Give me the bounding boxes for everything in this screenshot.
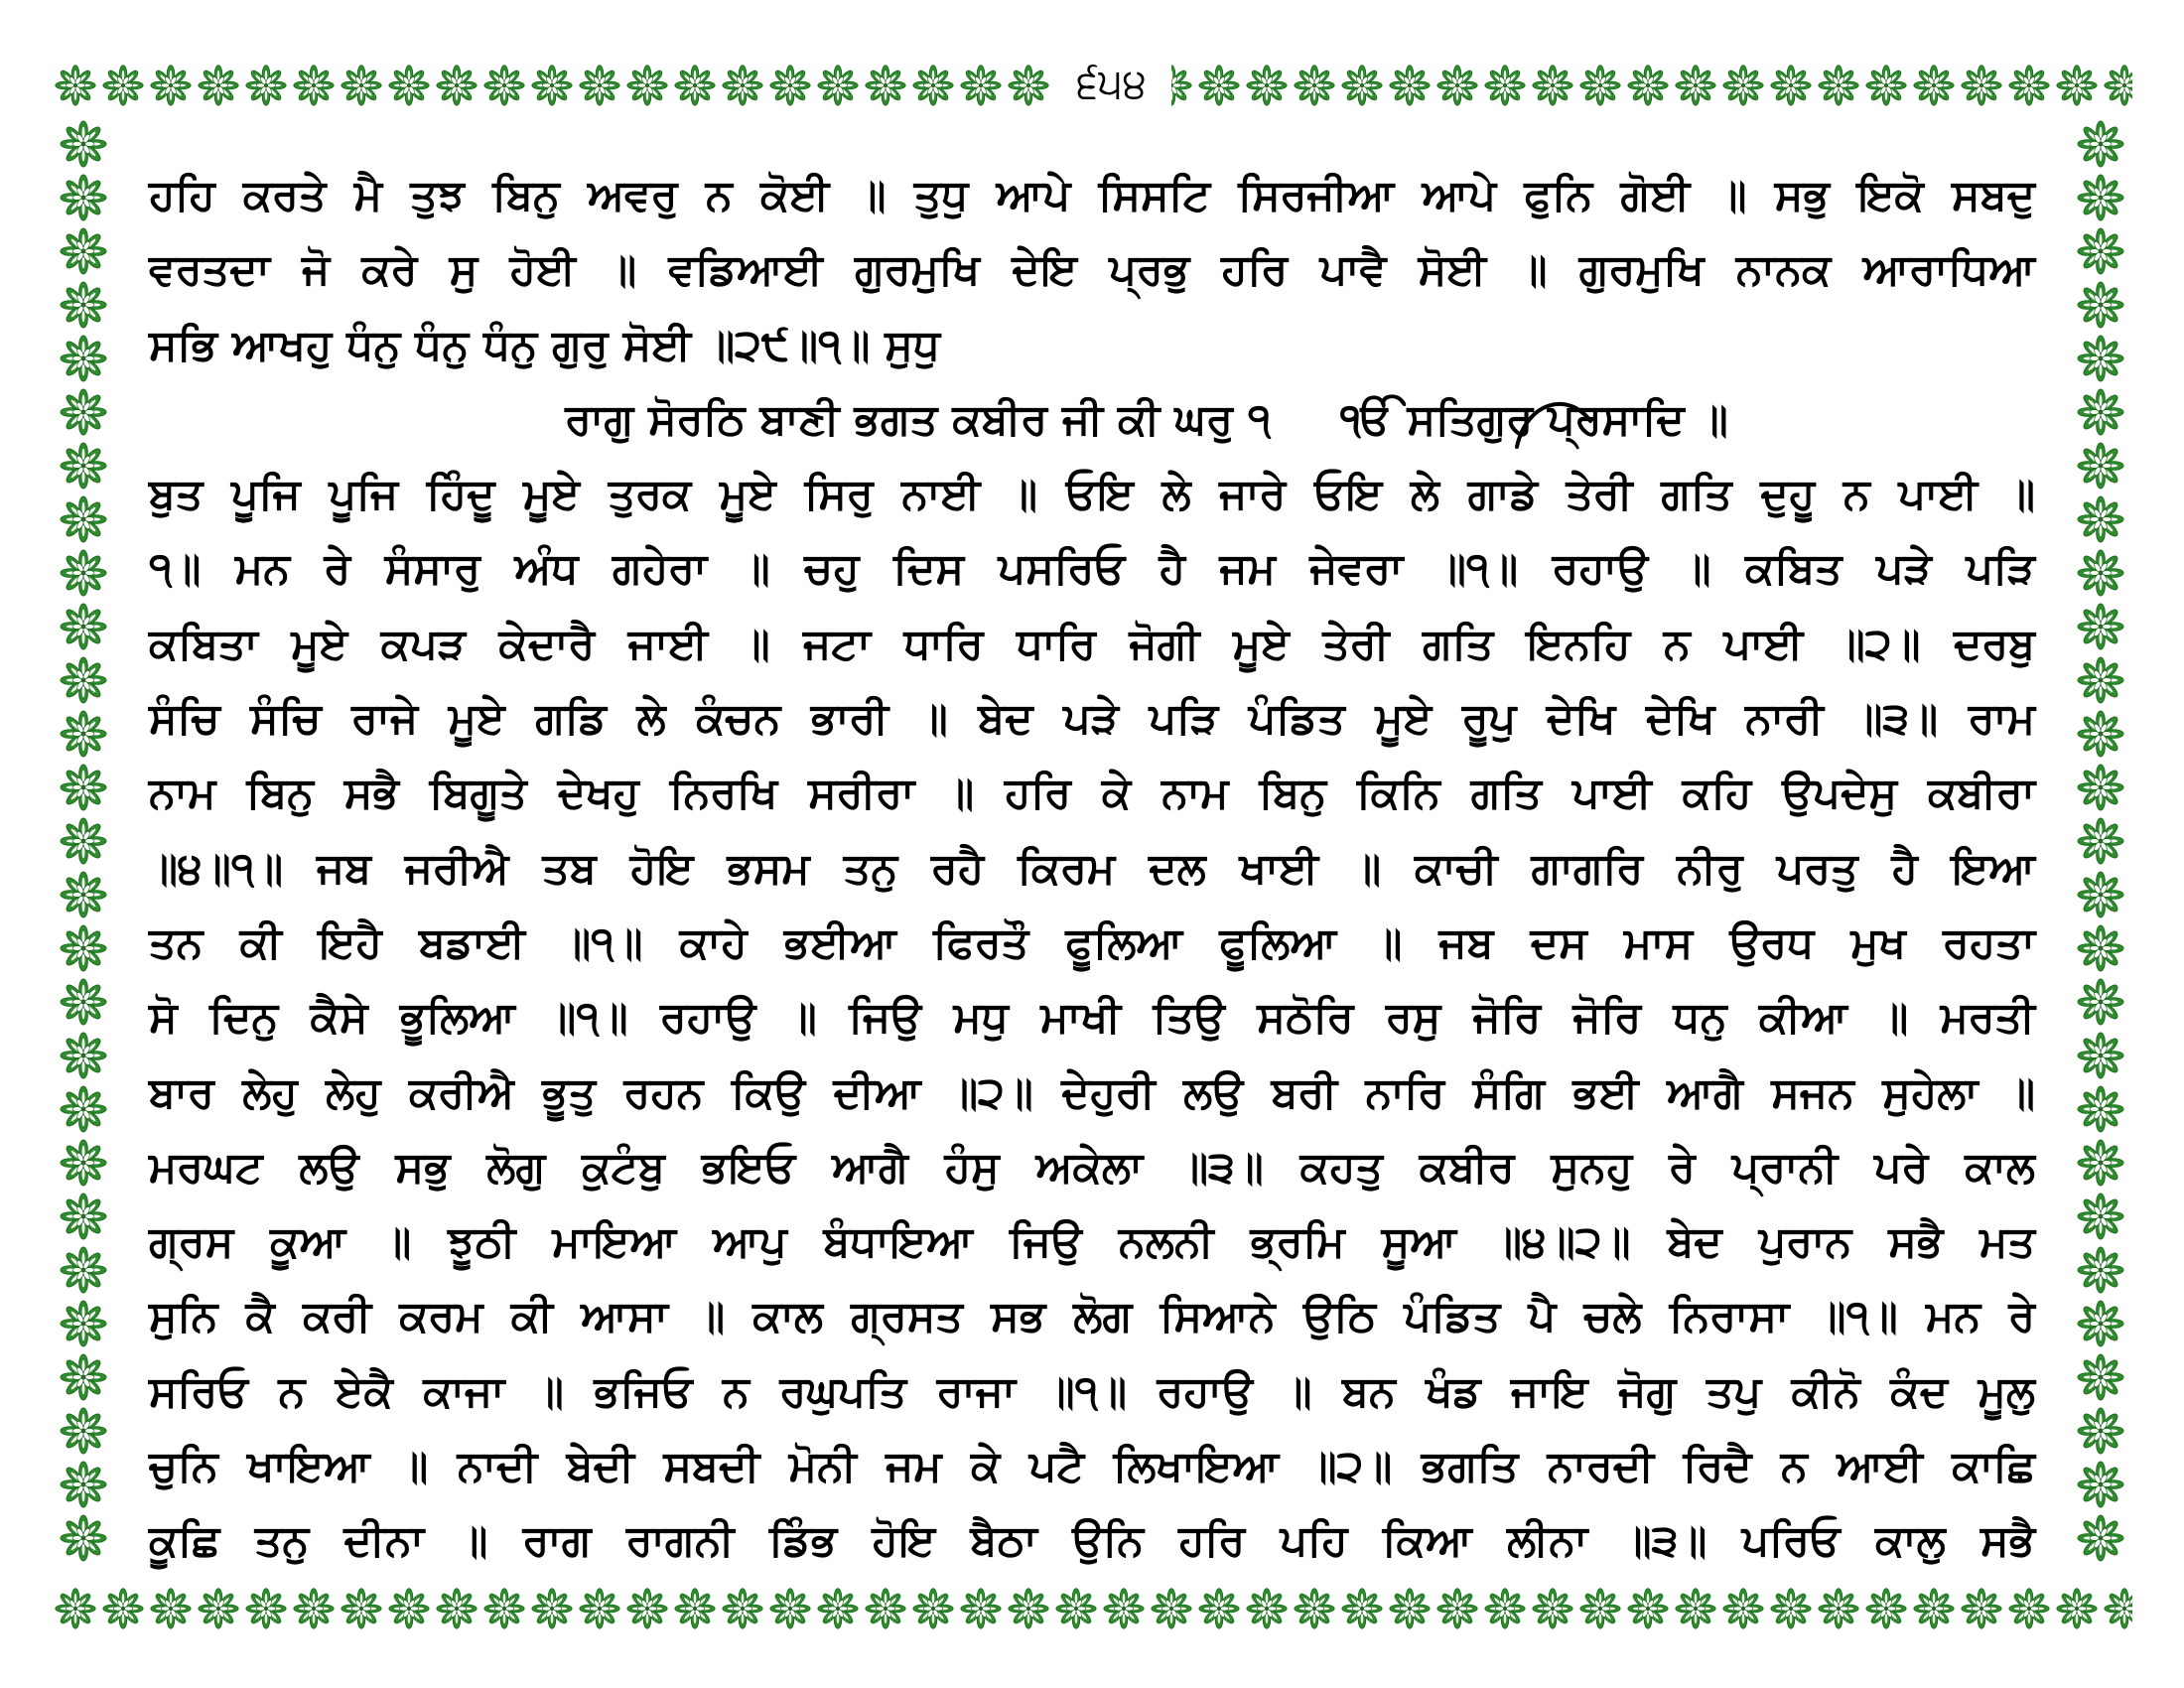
heading-raag: ਰਾਗੁ ਸੋਰਠਿ ਬਾਣੀ ਭਗਤ ਕਬੀਰ ਜੀ ਕੀ ਘਰੁ ੧ xyxy=(565,394,1272,445)
flower-icon xyxy=(60,281,107,329)
flower-icon xyxy=(865,1588,906,1629)
flower-icon xyxy=(60,603,107,650)
flower-icon xyxy=(60,120,107,168)
flower-icon xyxy=(2008,65,2050,106)
flower-icon xyxy=(674,65,716,106)
flower-icon xyxy=(341,1588,382,1629)
flower-icon xyxy=(1294,65,1335,106)
flower-icon xyxy=(912,65,954,106)
flower-icon xyxy=(60,1514,107,1562)
flower-icon xyxy=(293,1588,335,1629)
flower-icon xyxy=(579,65,620,106)
heading-mool: ੴ ਸਤਿਗੁਰ ਪ੍ਰਸਾਦਿ ॥ xyxy=(1340,394,1728,445)
text-line: ਸੋ ਦਿਨੁ ਕੈਸੇ ਭੂਲਿਆ ॥੧॥ ਰਹਾਉ ॥ ਜਿਉ ਮਧੁ ਮਾਖੀ ਤਿਉ ਸਠੋਰਿ ਰਸੁ ਜੋਰਿ ਜੋਰਿ ਧਨੁ ਕੀਆ ॥ ਮਰਤੀ xyxy=(149,993,2035,1044)
flower-icon xyxy=(60,1353,107,1401)
flower-icon xyxy=(2056,1588,2098,1629)
flower-icon xyxy=(60,1246,107,1294)
text-line: ਵਰਤਦਾ ਜੋ ਕਰੇ ਸੁ ਹੋਈ ॥ ਵਡਿਆਈ ਗੁਰਮੁਖਿ ਦੇਇ ਪ੍ਰਭੁ ਹਰਿ ਪਾਵੈ ਸੋਈ ॥ ਗੁਰਮੁਖਿ ਨਾਨਕ ਆਰਾਧਿਆ xyxy=(149,245,2035,296)
flower-icon xyxy=(2077,710,2124,758)
flower-icon xyxy=(1198,65,1240,106)
flower-icon xyxy=(2104,65,2132,106)
text-line: ੧॥ ਮਨ ਰੇ ਸੰਸਾਰੁ ਅੰਧ ਗਹੇਰਾ ॥ ਚਹੁ ਦਿਸ ਪਸਰਿਓ ਹੈ ਜਮ ਜੇਵਰਾ ॥੧॥ ਰਹਾਉ ॥ ਕਬਿਤ ਪੜੇ ਪੜਿ xyxy=(149,544,2035,595)
flower-icon xyxy=(817,65,859,106)
text-line: ਤਨ ਕੀ ਇਹੈ ਬਡਾਈ ॥੧॥ ਕਾਹੇ ਭਈਆ ਫਿਰਤੌ ਫੂਲਿਆ ਫੂਲਿਆ ॥ ਜਬ ਦਸ ਮਾਸ ਉਰਧ ਮੁਖ ਰਹਤਾ xyxy=(149,917,2035,968)
flower-icon xyxy=(2077,656,2124,704)
flower-icon xyxy=(60,442,107,490)
flower-icon xyxy=(2077,603,2124,650)
flower-icon xyxy=(817,1588,859,1629)
flower-icon xyxy=(2056,65,2098,106)
flower-icon xyxy=(1675,65,1716,106)
text-line: ਬੁਤ ਪੂਜਿ ਪੂਜਿ ਹਿੰਦੂ ਮੂਏ ਤੁਰਕ ਮੂਏ ਸਿਰੁ ਨਾਈ ॥ ਓਇ ਲੇ ਜਾਰੇ ਓਇ ਲੇ ਗਾਡੇ ਤੇਰੀ ਗਤਿ ਦੁਹੂ ਨ ਪਾਈ ॥ xyxy=(149,470,2035,520)
flower-icon xyxy=(2077,1085,2124,1133)
flower-icon xyxy=(2077,120,2124,168)
flower-icon xyxy=(60,1085,107,1133)
flower-icon xyxy=(960,65,1002,106)
flower-icon xyxy=(865,65,906,106)
flower-icon xyxy=(1294,1588,1335,1629)
flower-icon xyxy=(2077,871,2124,918)
flower-icon xyxy=(60,1193,107,1240)
flower-icon xyxy=(1246,65,1288,106)
text-line: ਕੂਛਿ ਤਨੁ ਦੀਨਾ ॥ ਰਾਗ ਰਾਗਨੀ ਡਿੰਭ ਹੋਇ ਬੈਠਾ ਉਨਿ ਹਰਿ ਪਹਿ ਕਿਆ ਲੀਨਾ ॥੩॥ ਪਰਿਓ ਕਾਲੁ ਸਭੈ xyxy=(149,1516,2035,1567)
section-heading xyxy=(149,383,2035,458)
flower-icon xyxy=(1579,1588,1621,1629)
flower-icon xyxy=(1103,1588,1145,1629)
flower-icon xyxy=(1532,65,1573,106)
flower-icon xyxy=(1818,1588,1859,1629)
text-line: ਨਾਮ ਬਿਨੁ ਸਭੈ ਬਿਗੂਤੇ ਦੇਖਹੁ ਨਿਰਖਿ ਸਰੀਰਾ ॥ ਹਰਿ ਕੇ ਨਾਮ ਬਿਨੁ ਕਿਨਿ ਗਤਿ ਪਾਈ ਕਹਿ ਉਪਦੇਸੁ ਕਬੀਰਾ xyxy=(149,769,2035,819)
flower-icon xyxy=(2077,335,2124,382)
flower-icon xyxy=(2008,1588,2050,1629)
flower-icon xyxy=(150,65,192,106)
flower-icon xyxy=(198,1588,239,1629)
flower-icon xyxy=(2077,1193,2124,1240)
flower-icon xyxy=(2077,1514,2124,1562)
flower-icon xyxy=(1532,1588,1573,1629)
flower-icon xyxy=(60,871,107,918)
flower-icon xyxy=(55,65,96,106)
flower-icon xyxy=(55,1588,96,1629)
flower-icon xyxy=(1961,65,2002,106)
flower-icon xyxy=(2077,174,2124,221)
text-line: ਸੁਨਿ ਕੈ ਕਰੀ ਕਰਮ ਕੀ ਆਸਾ ॥ ਕਾਲ ਗ੍ਰਸਤ ਸਭ ਲੋਗ ਸਿਆਨੇ ਉਠਿ ਪੰਡਿਤ ਪੈ ਚਲੇ ਨਿਰਾਸਾ ॥੧॥ ਮਨ ਰੇ xyxy=(149,1292,2035,1342)
flower-icon xyxy=(722,1588,763,1629)
flower-icon xyxy=(1865,65,1907,106)
flower-icon xyxy=(60,1300,107,1347)
flower-icon xyxy=(531,65,573,106)
flower-icon xyxy=(674,1588,716,1629)
flower-icon xyxy=(60,924,107,972)
text-line: ਹਹਿ ਕਰਤੇ ਮੈ ਤੁਝ ਬਿਨੁ ਅਵਰੁ ਨ ਕੋਈ ॥ ਤੁਧੁ ਆਪੇ ਸਿਸਟਿ ਸਿਰਜੀਆ ਆਪੇ ਫੁਨਿ ਗੋਈ ॥ ਸਭੁ ਇਕੋ ਸਬਦੁ xyxy=(149,171,2035,220)
text-line: ਕਬਿਤਾ ਮੂਏ ਕਪੜ ਕੇਦਾਰੈ ਜਾਈ ॥ ਜਟਾ ਧਾਰਿ ਧਾਰਿ ਜੋਗੀ ਮੂਏ ਤੇਰੀ ਗਤਿ ਇਨਹਿ ਨ ਪਾਈ ॥੨॥ ਦਰਬੁ xyxy=(149,619,2035,669)
flower-icon xyxy=(626,65,668,106)
flower-icon xyxy=(388,1588,430,1629)
flower-icon xyxy=(483,65,525,106)
flower-icon xyxy=(2077,978,2124,1026)
flower-icon xyxy=(388,65,430,106)
page-number: ੬੫੪ xyxy=(1052,50,1171,117)
flower-icon xyxy=(60,174,107,221)
flower-icon xyxy=(2077,1139,2124,1187)
border-bottom xyxy=(52,1577,2132,1640)
text-line: ਸਰਿਓ ਨ ਏਕੈ ਕਾਜਾ ॥ ਭਜਿਓ ਨ ਰਘੁਪਤਿ ਰਾਜਾ ॥੧॥ ਰਹਾਉ ॥ ਬਨ ਖੰਡ ਜਾਇ ਜੋਗੁ ਤਪੁ ਕੀਨੋ ਕੰਦ ਮੂਲੁ xyxy=(149,1366,2035,1417)
flower-icon xyxy=(1627,65,1669,106)
flower-icon xyxy=(1579,65,1621,106)
flower-icon xyxy=(102,65,144,106)
flower-icon xyxy=(960,1588,1002,1629)
flower-icon xyxy=(1389,65,1431,106)
flower-icon xyxy=(341,65,382,106)
text-line: ਬਾਰ ਲੇਹੁ ਲੇਹੁ ਕਰੀਐ ਭੂਤੁ ਰਹਨ ਕਿਉ ਦੀਆ ॥੨॥ ਦੇਹੁਰੀ ਲਉ ਬਰੀ ਨਾਰਿ ਸੰਗਿ ਭਈ ਆਗੈ ਸਜਨ ਸੁਹੇਲਾ ॥ xyxy=(149,1067,2035,1118)
flower-icon xyxy=(2077,1353,2124,1401)
text-line: ਸੰਚਿ ਸੰਚਿ ਰਾਜੇ ਮੂਏ ਗਡਿ ਲੇ ਕੰਚਨ ਭਾਰੀ ॥ ਬੇਦ ਪੜੇ ਪੜਿ ਪੰਡਿਤ ਮੂਏ ਰੂਪੁ ਦੇਖਿ ਦੇਖਿ ਨਾਰੀ ॥੩॥ ਰਾਮ xyxy=(149,694,2035,745)
flower-icon xyxy=(912,1588,954,1629)
flower-icon xyxy=(2077,388,2124,436)
flower-icon xyxy=(60,1407,107,1455)
flower-icon xyxy=(1436,1588,1478,1629)
flower-icon xyxy=(60,335,107,382)
flower-icon xyxy=(60,764,107,811)
flower-icon xyxy=(2077,764,2124,811)
flower-icon xyxy=(483,1588,525,1629)
flower-icon xyxy=(2077,1300,2124,1347)
flower-icon xyxy=(245,1588,287,1629)
flower-icon xyxy=(60,549,107,597)
flower-icon xyxy=(1484,65,1526,106)
flower-icon xyxy=(1818,65,1859,106)
flower-icon xyxy=(150,1588,192,1629)
text-line: ਗ੍ਰਸ ਕੂਆ ॥ ਝੂਠੀ ਮਾਇਆ ਆਪੁ ਬੰਧਾਇਆ ਜਿਉ ਨਲਨੀ ਭ੍ਰਮਿ ਸੂਆ ॥੪॥੨॥ ਬੇਦ ਪੁਰਾਨ ਸਭੈ ਮਤ xyxy=(149,1217,2035,1268)
flower-icon xyxy=(102,1588,144,1629)
flower-icon xyxy=(245,65,287,106)
flower-icon xyxy=(60,495,107,543)
flower-icon xyxy=(1961,1588,2002,1629)
flower-icon xyxy=(1198,1588,1240,1629)
flower-icon xyxy=(1675,1588,1716,1629)
flower-icon xyxy=(436,65,478,106)
flower-icon xyxy=(722,65,763,106)
flower-icon xyxy=(1341,65,1383,106)
flower-icon xyxy=(1008,1588,1049,1629)
flower-icon xyxy=(2104,1588,2132,1629)
flower-icon xyxy=(60,1139,107,1187)
border-right xyxy=(2069,117,2132,1577)
flower-icon xyxy=(1770,65,1812,106)
flower-icon xyxy=(1246,1588,1288,1629)
flower-icon xyxy=(2077,442,2124,490)
flower-icon xyxy=(60,978,107,1026)
flower-icon xyxy=(436,1588,478,1629)
flower-icon xyxy=(2077,281,2124,329)
flower-icon xyxy=(2077,1032,2124,1079)
text-line: ਚੁਨਿ ਖਾਇਆ ॥ ਨਾਦੀ ਬੇਦੀ ਸਬਦੀ ਮੋਨੀ ਜਮ ਕੇ ਪਟੈ ਲਿਖਾਇਆ ॥੨॥ ਭਗਤਿ ਨਾਰਦੀ ਰਿਦੈ ਨ ਆਈ ਕਾਛਿ xyxy=(149,1442,2035,1492)
arc-mark-icon xyxy=(1509,391,1598,451)
text-line: ॥੪॥੧॥ ਜਬ ਜਰੀਐ ਤਬ ਹੋਇ ਭਸਮ ਤਨੁ ਰਹੈ ਕਿਰਮ ਦਲ ਖਾਈ ॥ ਕਾਚੀ ਗਾਗਰਿ ਨੀਰੁ ਪਰਤੁ ਹੈ ਇਆ xyxy=(149,843,2035,894)
flower-icon xyxy=(198,65,239,106)
flower-icon xyxy=(1722,1588,1764,1629)
flower-icon xyxy=(769,1588,811,1629)
flower-icon xyxy=(2077,227,2124,275)
flower-icon xyxy=(769,65,811,106)
flower-icon xyxy=(1913,65,1955,106)
flower-icon xyxy=(293,65,335,106)
border-left xyxy=(52,117,115,1577)
flower-icon xyxy=(2077,1461,2124,1508)
flower-icon xyxy=(1151,1588,1192,1629)
flower-icon xyxy=(1627,1588,1669,1629)
flower-icon xyxy=(2077,924,2124,972)
flower-icon xyxy=(60,1032,107,1079)
scripture-text xyxy=(149,159,2035,1580)
flower-icon xyxy=(60,388,107,436)
flower-icon xyxy=(1341,1588,1383,1629)
flower-icon xyxy=(531,1588,573,1629)
flower-icon xyxy=(60,656,107,704)
flower-icon xyxy=(579,1588,620,1629)
flower-icon xyxy=(2077,495,2124,543)
text-line: ਸਭਿ ਆਖਹੁ ਧੰਨੁ ਧੰਨੁ ਧੰਨੁ ਗੁਰੁ ਸੋਈ ॥੨੯॥੧॥ ਸੁਧੁ xyxy=(149,320,941,370)
flower-icon xyxy=(1770,1588,1812,1629)
flower-icon xyxy=(60,227,107,275)
flower-icon xyxy=(1008,65,1049,106)
flower-icon xyxy=(1865,1588,1907,1629)
text-line: ਮਰਘਟ ਲਉ ਸਭੁ ਲੋਗੁ ਕੁਟੰਬੁ ਭਇਓ ਆਗੈ ਹੰਸੁ ਅਕੇਲਾ ॥੩॥ ਕਹਤੁ ਕਬੀਰ ਸੁਨਹੁ ਰੇ ਪ੍ਰਾਨੀ ਪਰੇ ਕਾਲ xyxy=(149,1142,2035,1193)
flower-icon xyxy=(1722,65,1764,106)
flower-icon xyxy=(1436,65,1478,106)
flower-icon xyxy=(626,1588,668,1629)
flower-icon xyxy=(2077,1407,2124,1455)
flower-icon xyxy=(2077,549,2124,597)
flower-icon xyxy=(1055,1588,1097,1629)
flower-icon xyxy=(1913,1588,1955,1629)
flower-icon xyxy=(60,817,107,865)
flower-icon xyxy=(60,710,107,758)
flower-icon xyxy=(2077,1246,2124,1294)
flower-icon xyxy=(1484,1588,1526,1629)
flower-icon xyxy=(60,1461,107,1508)
flower-icon xyxy=(2077,817,2124,865)
flower-icon xyxy=(1389,1588,1431,1629)
